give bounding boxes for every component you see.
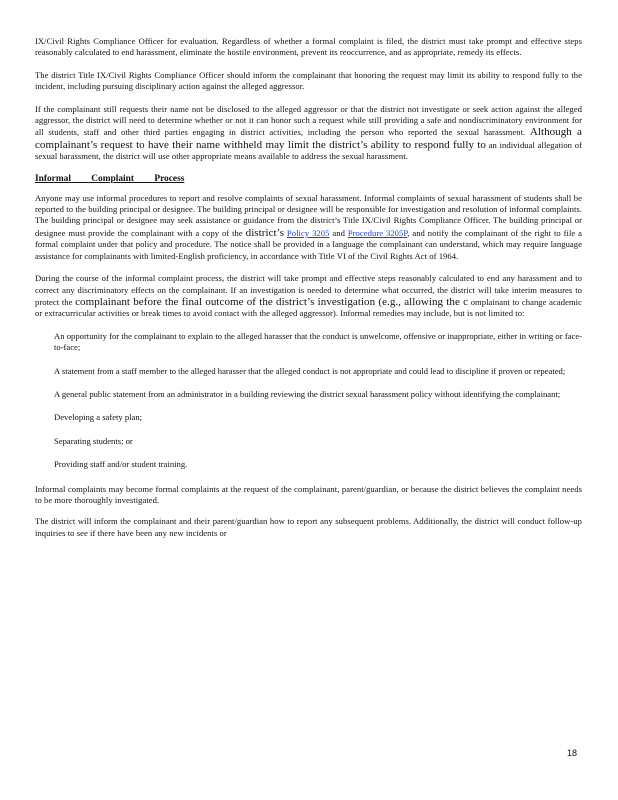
paragraph-name-withheld (35, 104, 582, 163)
section-heading-informal-complaint: Informal Complaint Process (35, 173, 185, 184)
list-item: Separating students; or (54, 435, 133, 446)
document-body (35, 36, 582, 550)
informal-course-remedies-text: omplainant to change academic or extracurricular activities or break times to avoid contact with the alleged aggressor). Informal remedies may include, but is not limited to: (35, 296, 582, 319)
informal-procedures-text: Anyone may use informal procedures to report and resolve complaints of sexual harassment. Informal complaints of sexual harassment of students shall be reported to the building principal or designee. The building principal or designee will be responsible for investigation and resolution of informal complaints. The building principal or designee may seek assistance or guidance from the district’s Title IX/Civil Rights Compliance Officer. The building principal or designee must provide the complainant with a copy of the (35, 192, 582, 238)
list-item: Developing a safety plan; (54, 412, 143, 423)
paragraph-name-withheld-part1: If the complainant still requests their name not be disclosed to the alleged aggressor or that the district not investigate or seek action against the alleged aggressor, the district will need to determine whether or not it can honor such a request while still providing a safe and nondiscriminatory environment for all students, staff and other third parties engaging in district activities, including the person who reported the sexual harassment. (35, 103, 582, 138)
informal-course-large-text: complainant before the final outcome of the district’s investigation (e.g., allowing the c (75, 295, 469, 308)
paragraph-name-withheld-large-text: Although a complainant’s request to have their name withheld may limit the district’s ability to respond fully to (35, 126, 582, 151)
paragraph-informal-to-formal: Informal complaints may become formal complaints at the request of the complainant, parent/guardian, or because the district believes the complaint needs to be more thoroughly investigated. (35, 483, 582, 505)
remedies-list (35, 331, 582, 471)
paragraph-informal-course (35, 273, 582, 320)
policy-3205-link[interactable]: Policy 3205 (286, 227, 330, 238)
paragraph-name-withheld-part2: an individual allegation of sexual harassment, the district will use other appropriate means available to address the sexual harassment. (35, 139, 582, 162)
paragraph-evaluation: IX/Civil Rights Compliance Officer for evaluation. Regardless of whether a formal complaint is filed, the district must take prompt and effective steps reasonably calculated to end harassment, eliminate the hostile environment, prevent its reoccurrence, and as appropriate, remedy its effects. (35, 36, 582, 58)
and-text: and (332, 227, 345, 238)
paragraph-informal-procedures (35, 193, 582, 262)
districts-text: district’s (245, 226, 285, 239)
procedure-3205p-link[interactable]: Procedure 3205P (347, 227, 408, 238)
list-item: A statement from a staff member to the alleged harasser that the alleged conduct is not appropriate and could lead to discipline if proven or repeated; (54, 365, 566, 376)
list-item: A general public statement from an administrator in a building reviewing the district sexual harassment policy without identifying the complainant; (54, 388, 561, 399)
informal-course-text: During the course of the informal complaint process, the district will take prompt and effective steps reasonably calculated to end any harassment and to correct any discriminatory effects on the complainant. If an investigation is needed to determine what occurred, the district will take interim measures to protect the (35, 273, 582, 307)
paragraph-follow-up: The district will inform the complainant and their parent/guardian how to report any subsequent problems. Additionally, the district will conduct follow-up inquiries to see if there have been any new incidents or (35, 516, 582, 538)
list-item: Providing staff and/or student training. (54, 459, 188, 470)
list-item: An opportunity for the complainant to explain to the alleged harasser that the conduct is unwelcome, offensive or inappropriate, either in writing or face-to-face; (54, 330, 582, 353)
page-number: 18 (566, 748, 577, 758)
paragraph-limit-ability: The district Title IX/Civil Rights Compliance Officer should inform the complainant that honoring the request may limit its ability to respond fully to the incident, including pursuing disciplinary action against the alleged aggressor. (35, 69, 582, 92)
notify-text: , and notify the complainant of the right to file a formal complaint under that policy and procedure. The notice shall be provided in a language the complainant can understand, which may require language assistance for complainants with limited-English proficiency, in accordance with Title VI of the Civil Rights Act of 1964. (35, 227, 583, 261)
